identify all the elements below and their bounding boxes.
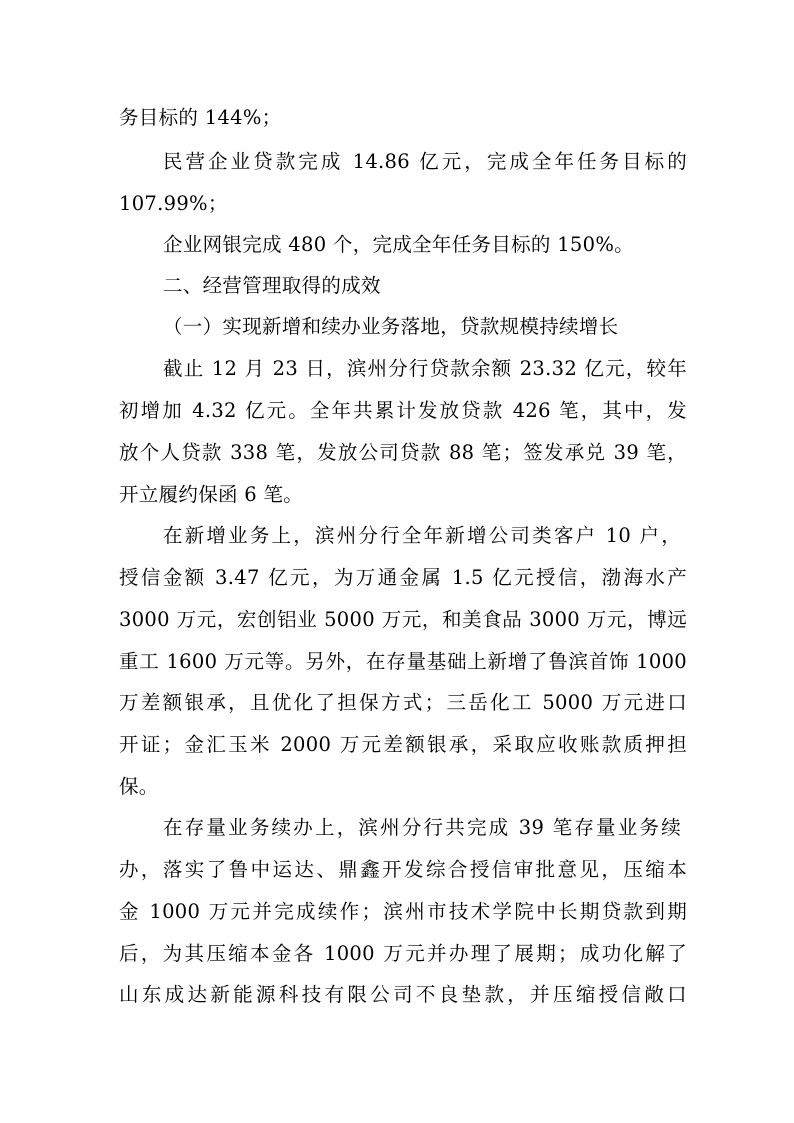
subsection-heading: （一）实现新增和续办业务落地，贷款规模持续增长: [163, 315, 619, 338]
text-line: 重工 1600 万元等。另外，在存量基础上新增了鲁滨首饰 1000: [119, 650, 687, 673]
text-line: 3000 万元，宏创铝业 5000 万元，和美食品 3000 万元，博远: [119, 608, 687, 631]
text-line: 开立履约保函 6 笔。: [119, 483, 304, 506]
text-line: 办，落实了鲁中运达、鼎鑫开发综合授信审批意见，压缩本: [119, 858, 687, 881]
text-line: 授信金额 3.47 亿元，为万通金属 1.5 亿元授信，渤海水产: [119, 566, 687, 589]
text-line: 在存量业务续办上，滨州分行共完成 39 笔存量业务续: [163, 816, 681, 839]
text-line: 放个人贷款 338 笔，发放公司贷款 88 笔；签发承兑 39 笔，: [119, 441, 687, 464]
section-heading: 二、经营管理取得的成效: [163, 274, 381, 297]
text-line: 截止 12 月 23 日，滨州分行贷款余额 23.32 亿元，较年: [163, 357, 687, 380]
text-line: 务目标的 144%；: [119, 106, 282, 129]
text-line: 后，为其压缩本金各 1000 万元并办理了展期；成功化解了: [119, 942, 687, 965]
text-line: 在新增业务上，滨州分行全年新增公司类客户 10 户，: [163, 524, 681, 547]
text-line: 企业网银完成 480 个，完成全年任务目标的 150%。: [163, 233, 634, 256]
text-line: 保。: [119, 775, 159, 798]
text-line: 民营企业贷款完成 14.86 亿元，完成全年任务目标的: [163, 150, 687, 173]
text-line: 万差额银承，且优化了担保方式；三岳化工 5000 万元进口: [119, 691, 687, 714]
text-line: 山东成达新能源科技有限公司不良垫款，并压缩授信敞口: [119, 983, 687, 1006]
text-line: 开证；金汇玉米 2000 万元差额银承，采取应收账款质押担: [119, 733, 687, 756]
text-line: 107.99%；: [119, 192, 228, 215]
text-line: 初增加 4.32 亿元。全年共累计发放贷款 426 笔，其中，发: [119, 399, 687, 422]
text-line: 金 1000 万元并完成续作；滨州市技术学院中长期贷款到期: [119, 900, 687, 923]
